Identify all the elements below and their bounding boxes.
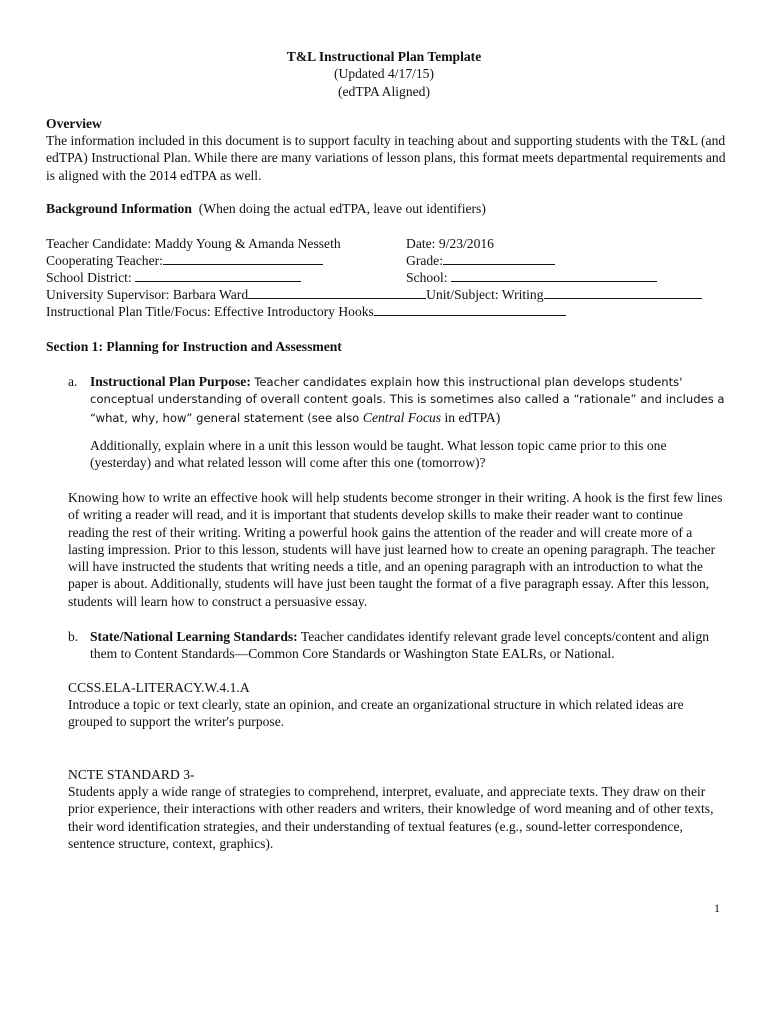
item-b-label: State/National Learning Standards: bbox=[90, 629, 298, 644]
plan-title-label: Instructional Plan Title/Focus: Effective Introductory Hooks bbox=[46, 304, 374, 319]
school-district-line bbox=[46, 269, 301, 286]
document-title: T&L Instructional Plan Template bbox=[286, 49, 482, 64]
standard1-text: Introduce a topic or text clearly, state an opinion, and create an organizational structure in which related ideas are grouped to support the writer's purpose. bbox=[68, 697, 684, 730]
overview-text: The information included in this document is to support faculty in teaching about and supporting students with the T&L (and edTPA) Instructional Plan. While there are many variations of lesson plans, this format meets departmental requirements and is aligned with the 2014 edTPA as well. bbox=[46, 133, 726, 183]
item-a-purpose bbox=[90, 373, 726, 427]
standard2-code: NCTE STANDARD 3- bbox=[68, 767, 195, 782]
item-a-desc-line3-post: in edTPA) bbox=[441, 409, 501, 425]
lesson-date: Date: 9/23/2016 bbox=[406, 236, 494, 251]
supervisor-line bbox=[46, 286, 702, 303]
background-heading-line bbox=[46, 200, 486, 217]
background-heading: Background Information bbox=[46, 201, 192, 216]
item-a-desc-line3 bbox=[90, 409, 726, 427]
item-b-standards bbox=[90, 628, 726, 663]
cooperating-teacher-line bbox=[46, 252, 323, 269]
title-block bbox=[0, 48, 768, 100]
standard2-text: Students apply a wide range of strategies to comprehend, interpret, evaluate, and appreciate texts. They draw on their prior experience, their interactions with other readers and writers, their knowledge of word meaning and of other texts, their word identification strategies, and their understanding of textual features (e.g., sound-letter correspondence, sentence structure, context, graphics). bbox=[68, 784, 714, 851]
school-district-blank bbox=[135, 269, 301, 282]
background-note: (When doing the actual edTPA, leave out identifiers) bbox=[198, 201, 486, 216]
item-a-desc-line2: conceptual understanding of overall content goals. This is sometimes also called a “rationale” and includes a bbox=[90, 392, 725, 407]
school-district-label: School District: bbox=[46, 270, 132, 285]
item-a-response: Knowing how to write an effective hook will help students become stronger in their writing. A hook is the first few lines of writing a reader will read, and it is important that students develop skills to make their reader want to continue reading the rest of their writing. Writing a powerful hook gains the attention of the reader and will create more of a lasting impression. Prior to this lesson, students will have just learned how to create an opening paragraph. The teacher will have instructed the students that writing needs a title, and an opening paragraph with an introduction to what the paper is about. Additionally, students will have just been taught the format of a five paragraph essay. After this lesson, students will learn how to construct a persuasive essay. bbox=[68, 490, 723, 609]
page-number: 1 bbox=[714, 901, 720, 915]
item-b-desc: Teacher candidates identify relevant grade level concepts/content and align them to Content Standards—Common Core Standards or Washington State EALRs, or National. bbox=[90, 629, 710, 662]
supervisor-blank bbox=[248, 286, 426, 299]
unit-subject-label: Unit/Subject: Writing bbox=[426, 287, 544, 302]
plan-title-line bbox=[46, 303, 566, 320]
standard1-code: CCSS.ELA-LITERACY.W.4.1.A bbox=[68, 680, 250, 695]
item-a-additional: Additionally, explain where in a unit this lesson would be taught. What lesson topic came prior to this one (yesterday) and what related lesson will come after this one (tomorrow)? bbox=[90, 438, 667, 471]
school-blank bbox=[451, 269, 657, 282]
item-a-desc-line3-pre: “what, why, how” general statement (see also bbox=[90, 410, 363, 425]
item-a-label: Instructional Plan Purpose: bbox=[90, 374, 251, 389]
central-focus-term: Central Focus bbox=[362, 409, 442, 425]
unit-subject-blank bbox=[544, 286, 702, 299]
item-a-marker: a. bbox=[68, 374, 78, 389]
grade-label: Grade: bbox=[406, 253, 443, 268]
updated-date: (Updated 4/17/15) bbox=[333, 66, 435, 82]
overview-heading: Overview bbox=[46, 116, 102, 131]
school-line bbox=[406, 269, 657, 286]
item-b-marker: b. bbox=[68, 629, 79, 644]
item-a-desc-line1: Teacher candidates explain how this instructional plan develops students' bbox=[254, 375, 683, 389]
grade-blank bbox=[443, 252, 555, 265]
plan-title-blank bbox=[374, 303, 566, 316]
section1-heading: Section 1: Planning for Instruction and Assessment bbox=[46, 339, 342, 354]
teacher-candidate: Teacher Candidate: Maddy Young & Amanda Nesseth bbox=[46, 236, 341, 251]
supervisor-label: University Supervisor: Barbara Ward bbox=[46, 287, 249, 302]
cooperating-teacher-label: Cooperating Teacher: bbox=[46, 253, 163, 268]
edtpa-aligned-note: (edTPA Aligned) bbox=[337, 83, 430, 99]
school-label: School: bbox=[406, 270, 448, 285]
cooperating-teacher-blank bbox=[163, 252, 323, 265]
grade-line bbox=[406, 252, 555, 269]
